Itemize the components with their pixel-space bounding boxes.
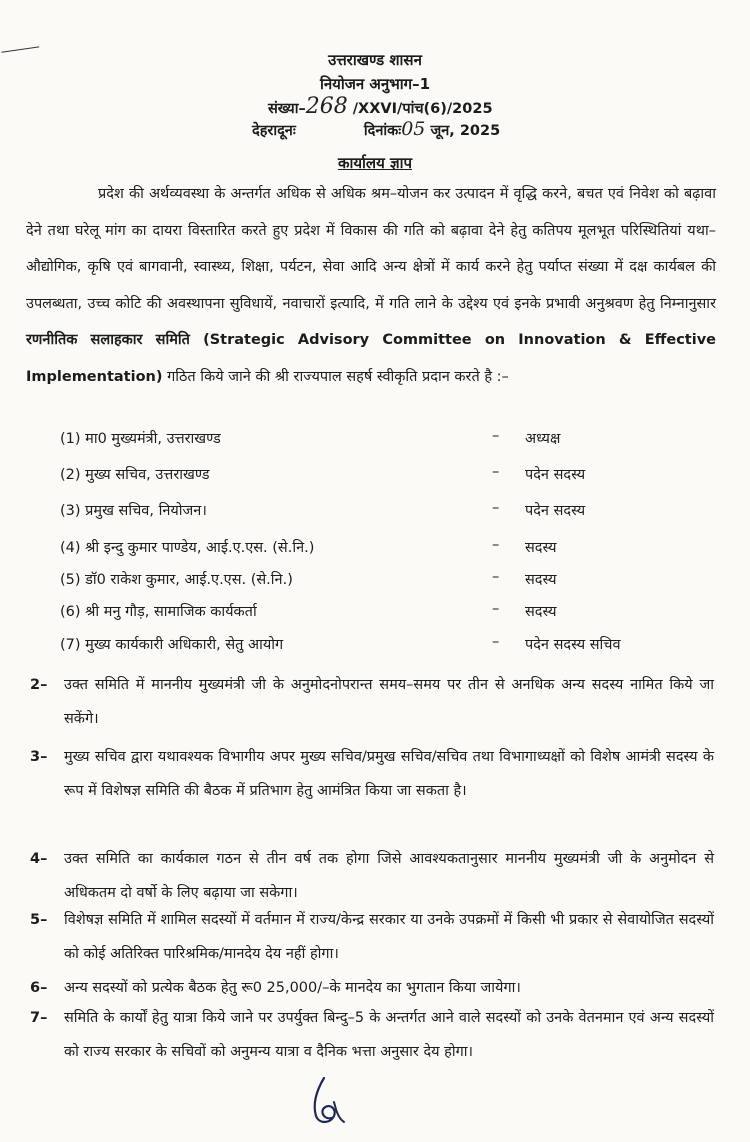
member-name: (4) श्री इन्दु कुमार पाण्डेय, आई.ए.एस. (से.नि.) — [60, 540, 315, 556]
government-heading: उत्तराखण्ड शासन — [328, 51, 422, 69]
member-name: (6) श्री मनु गौड़, सामाजिक कार्यकर्ता — [60, 604, 257, 620]
clause-text: मुख्य सचिव द्वारा यथावश्यक विभागीय अपर मुख्य सचिव/प्रमुख सचिव/सचिव तथा विभागाध्यक्षों को विशेष आमंत्री सदस्य के रूप में विशेषज्ञ समिति की बैठक में प्रतिभाग हेतु आमंत्रित किया जा सकता है। — [64, 749, 714, 799]
document-title: कार्यालय ज्ञाप — [337, 154, 413, 172]
member-name: (3) प्रमुख सचिव, नियोजन। — [60, 503, 207, 519]
intro-paragraph — [26, 176, 716, 395]
clause-3 — [30, 740, 720, 842]
member-name: (2) मुख्य सचिव, उत्तराखण्ड — [60, 467, 210, 483]
member-row — [60, 464, 710, 494]
clause-4 — [30, 842, 720, 910]
clause-2 — [30, 668, 720, 736]
clause-text: विशेषज्ञ समिति में शामिल सदस्यों में वर्तमान में राज्य/केन्द्र सरकार या उनके उपक्रमों में किसी भी प्रकार से सेवायोजित सदस्यों को कोई अतिरिक्त पारिश्रमिक/मानदेय देय नहीं होगा। — [64, 912, 714, 962]
intro-closing: गठित किये जाने की श्री राज्यपाल सहर्ष स्वीकृति प्रदान करते है :– — [167, 368, 509, 385]
member-role: पदेन सदस्य सचिव — [525, 637, 621, 653]
member-row — [60, 569, 710, 599]
handwritten-number: 268 — [305, 94, 348, 119]
number-label: संख्या– — [268, 101, 306, 117]
clause-number: 3– — [30, 749, 48, 765]
clause-number: 4– — [30, 851, 48, 867]
member-dash: – — [492, 500, 500, 516]
place-date-line — [252, 118, 500, 140]
member-name: (1) मा0 मुख्यमंत्री, उत्तराखण्ड — [60, 431, 221, 447]
member-name: (7) मुख्य कार्यकारी अधिकारी, सेतु आयोग — [60, 637, 284, 653]
member-row — [60, 537, 710, 567]
clause-number: 6– — [30, 980, 48, 996]
date-suffix: जून, 2025 — [430, 123, 501, 139]
clause-number: 2– — [30, 677, 48, 693]
member-role: अध्यक्ष — [525, 431, 561, 447]
handwritten-date: 05 — [401, 118, 426, 140]
clause-text: समिति के कार्यों हेतु यात्रा किये जाने पर उपर्युक्त बिन्दु–5 के अन्तर्गत आने वाले सदस्यों को उनके वेतनमान एवं अन्य सदस्यों को राज्य सरकार के सचिवों को अनुमन्य यात्रा व दैनिक भत्ता अनुसार देय होगा। — [64, 1010, 714, 1060]
clause-text: उक्त समिति का कार्यकाल गठन से तीन वर्ष तक होगा जिसे आवश्यकतानुसार माननीय मुख्यमंत्री जी के अनुमोदन से अधिकतम दो वर्षो के लिए बढ़ाया जा सकेगा। — [64, 851, 714, 901]
member-dash: – — [492, 601, 500, 617]
intro-text: प्रदेश की अर्थव्यवस्था के अन्तर्गत अधिक से अधिक श्रम–योजन कर उत्पादन में वृद्धि करने, बचत एवं निवेश को बढ़ावा देने तथा घरेलू मांग का दायरा विस्तारित करते हुए प्रदेश में विकास की गति को बढ़ावा देने हेतु कतिपय मूलभूत परिस्थितियां यथा–औद्योगिक, कृषि एवं बागवानी, स्वास्थ्य, शिक्षा, पर्यटन, सेवा आदि अन्य क्षेत्रों में कार्य करने हेतु पर्याप्त संख्या में दक्ष कार्यबल की उपलब्धता, उच्च कोटि की अवस्थापना सुविधायें, नवाचारों इत्यादि, में गति लाने के उद्देश्य एवं इनके प्रभावी अनुश्रवण हेतु निम्नानुसार — [26, 186, 716, 312]
clause-number: 7– — [30, 1010, 48, 1026]
member-role: पदेन सदस्य — [525, 503, 586, 519]
number-suffix: /XXVI/पांच(6)/2025 — [352, 101, 493, 117]
clause-5 — [30, 903, 720, 971]
member-role: सदस्य — [525, 540, 557, 556]
clause-7 — [30, 1001, 720, 1103]
member-role: सदस्य — [525, 604, 557, 620]
reference-number-line — [268, 94, 493, 119]
member-row — [60, 428, 710, 458]
clause-text: अन्य सदस्यों को प्रत्येक बैठक हेतु रू0 25,000/–के मानदेय का भुगतान किया जायेगा। — [64, 980, 521, 996]
committee-name: रणनीतिक सलाहकार समिति (Strategic Advisory Committee on Innovation & Effective Implementation) — [26, 332, 716, 385]
member-row — [60, 601, 710, 631]
member-name: (5) डॉ0 राकेश कुमार, आई.ए.एस. (से.नि.) — [60, 572, 293, 588]
member-role: सदस्य — [525, 572, 557, 588]
date-label: दिनांकः — [363, 123, 402, 139]
clause-number: 5– — [30, 912, 48, 928]
member-role: पदेन सदस्य — [525, 467, 586, 483]
clause-6 — [30, 971, 720, 1005]
signature-initials — [306, 1072, 356, 1128]
member-row — [60, 634, 710, 664]
member-dash: – — [492, 537, 500, 553]
place-label: देहरादूनः — [252, 123, 296, 139]
member-dash: – — [492, 569, 500, 585]
member-row — [60, 500, 710, 530]
member-dash: – — [492, 428, 500, 444]
member-dash: – — [492, 464, 500, 480]
member-dash: – — [492, 634, 500, 650]
clause-text: उक्त समिति में माननीय मुख्यमंत्री जी के अनुमोदनोपरान्त समय–समय पर तीन से अनधिक अन्य सदस्य नामित किये जा सकेंगे। — [64, 677, 714, 727]
section-heading: नियोजन अनुभाग–1 — [319, 75, 431, 93]
